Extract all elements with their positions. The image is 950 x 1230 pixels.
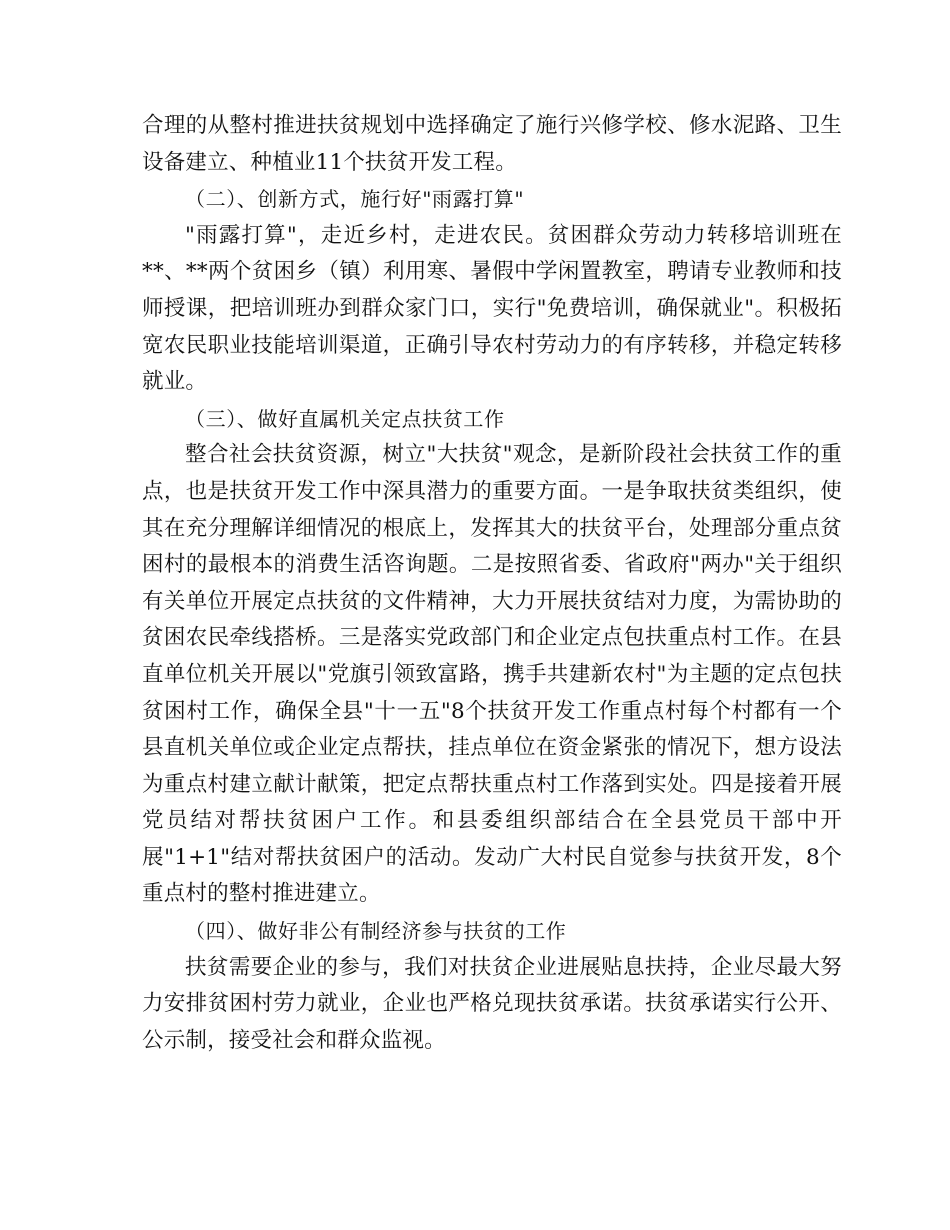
section-heading-2: （二）、创新方式，施行好"雨露打算" [185,187,525,212]
section-heading-4: （四）、做好非公有制经济参与扶贫的工作 [185,919,567,944]
paragraph-2: "雨露打算"，走近乡村，走进农民。贫困群众劳动力转移培训班在**、**两个贫困乡（镇）利用寒、暑假中学闲置教室，聘请专业教师和技师授课，把培训班办到群众家门口，实行"免费培训，确保就业"。积极拓宽农民职业技能培训渠道，正确引导农村劳动力的有序转移，并稳定转移就业。 [142,222,842,395]
document-body [142,108,842,1059]
section-heading-3: （三）、做好直属机关定点扶贫工作 [185,406,505,431]
paragraph-1: 合理的从整村推进扶贫规划中选择确定了施行兴修学校、修水泥路、卫生设备建立、种植业11个扶贫开发工程。 [142,113,842,175]
paragraph-4: 扶贫需要企业的参与，我们对扶贫企业进展贴息扶持，企业尽最大努力安排贫困村劳力就业，企业也严格兑现扶贫承诺。扶贫承诺实行公开、公示制，接受社会和群众监视。 [142,954,842,1053]
paragraph-3: 整合社会扶贫资源，树立"大扶贫"观念，是新阶段社会扶贫工作的重点，也是扶贫开发工作中深具潜力的重要方面。一是争取扶贫类组织，使其在充分理解详细情况的根底上，发挥其大的扶贫平台，处理部分重点贫困村的最根本的消费生活咨询题。二是按照省委、省政府"两办"关于组织有关单位开展定点扶贫的文件精神，大力开展扶贫结对力度，为需协助的贫困农民牵线搭桥。三是落实党政部门和企业定点包扶重点村工作。在县直单位机关开展以"党旗引领致富路，携手共建新农村"为主题的定点包扶贫困村工作，确保全县"十一五"8个扶贫开发工作重点村每个村都有一个县直机关单位或企业定点帮扶，挂点单位在资金紧张的情况下，想方设法为重点村建立献计献策，把定点帮扶重点村工作落到实处。四是接着开展党员结对帮扶贫困户工作。和县委组织部结合在全县党员干部中开展"1+1"结对帮扶贫困户的活动。发动广大村民自觉参与扶贫开发，8个重点村的整村推进建立。 [142,442,842,907]
